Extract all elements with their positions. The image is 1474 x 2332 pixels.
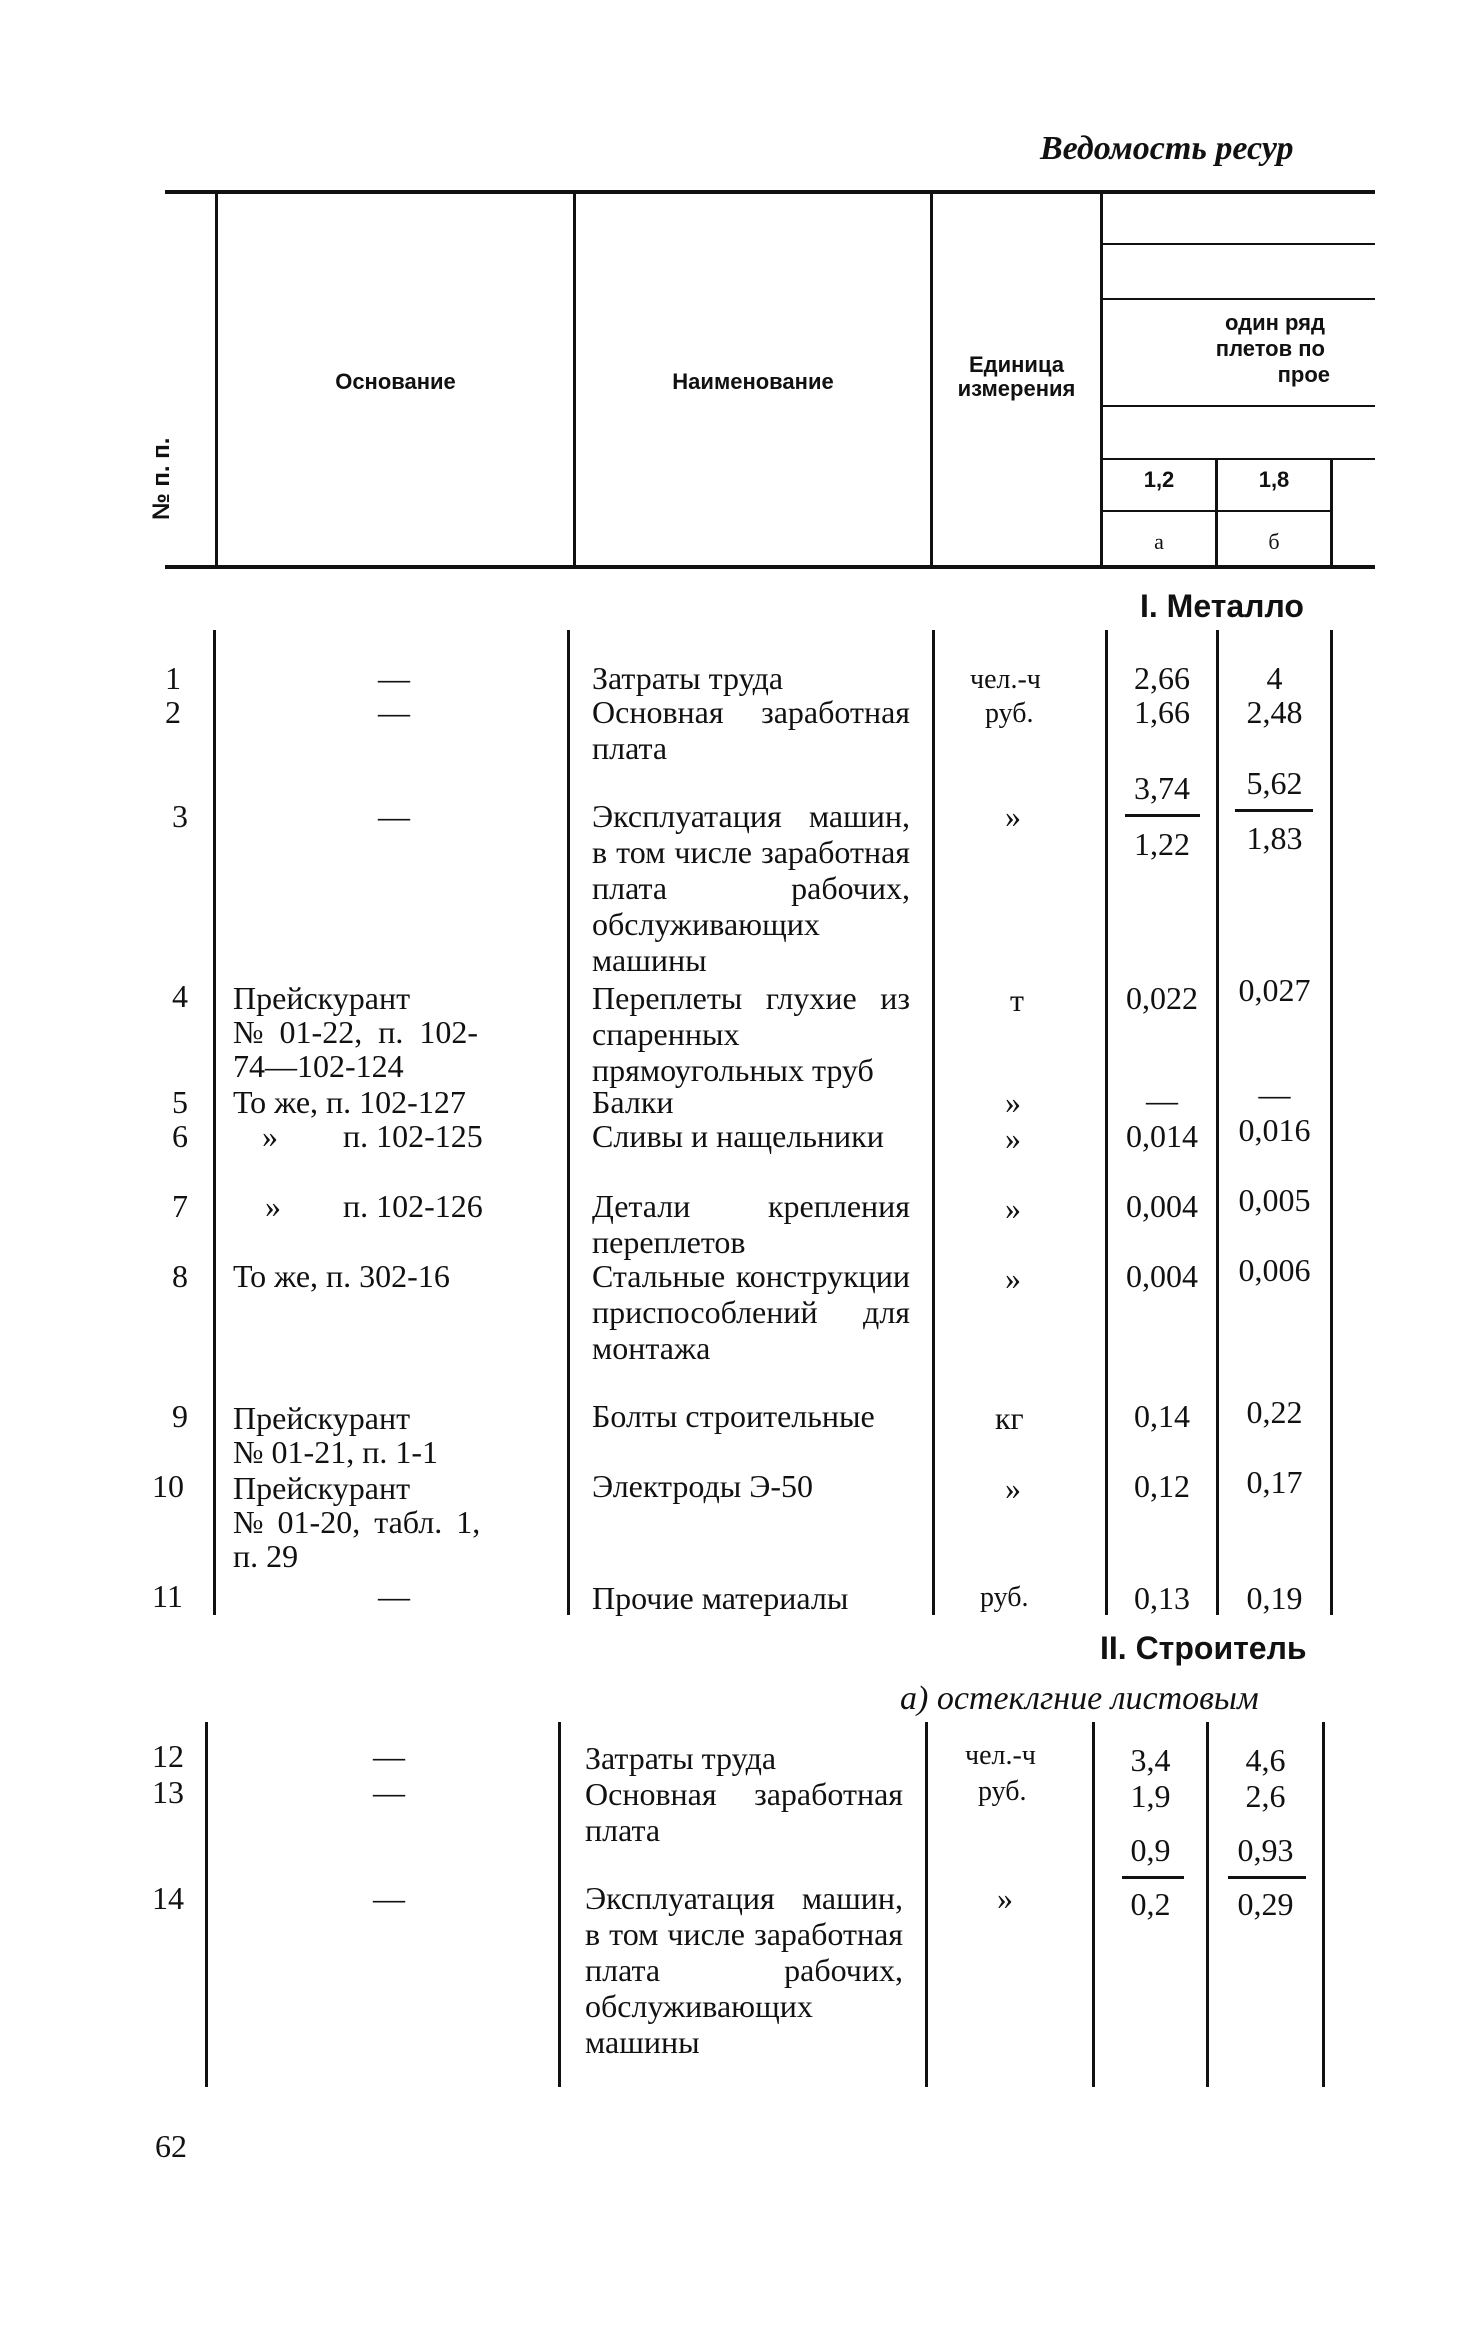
name-cell: Прочие материалы [592,1580,849,1616]
basis-cell: — [373,1880,405,1916]
basis-cell: То же, п. 302-16 [233,1258,450,1294]
unit-cell: » [1005,798,1021,834]
row-number: 4 [172,978,188,1014]
header-bottom-rule [165,565,1375,569]
value-b-cell: 4 [1266,660,1283,696]
basis-cell: № 01-20, табл. 1, [233,1504,481,1540]
sub-col-a-value: 1,2 [1143,467,1175,492]
column-rule [932,630,935,1615]
row-number: 12 [152,1738,184,1774]
section-1-title: I. Металло [1140,588,1304,624]
value-b-cell: 0,016 [1238,1112,1311,1148]
name-cell: Основная заработная плата [592,694,910,766]
name-cell: Сливы и нащельники [592,1118,884,1154]
value-b-cell: 0,027 [1238,972,1311,1008]
value-a-cell: 0,13 [1134,1580,1190,1616]
name-cell: Затраты труда [592,660,784,696]
value-a-cell: — [1146,1082,1178,1118]
col-group-header: плетов по [1215,336,1325,361]
name-cell: Стальные конструкции приспособлений для монтажа [592,1258,910,1366]
value-a-cell: 0,14 [1134,1398,1190,1434]
column-rule [1322,1722,1325,2087]
value-b-denominator: 0,29 [1237,1886,1294,1922]
column-rule [567,630,570,1615]
header-rule [1103,458,1375,460]
unit-cell: » [1005,1470,1021,1506]
basis-cell: — [373,1774,405,1810]
basis-cell: Прейскурант [233,980,411,1016]
col-unit-header: Единица [968,352,1064,377]
column-rule [925,1722,928,2087]
basis-cell: № 01-22, п. 102- [233,1014,478,1050]
value-b-cell: 2,48 [1246,694,1303,730]
header-rule [1103,298,1375,300]
basis-cell: № 01-21, п. 1-1 [233,1434,438,1470]
header-rule [1103,243,1375,245]
col-unit-header: измерения [957,376,1076,401]
col-group-header: прое [1277,362,1330,387]
basis-cell: То же, п. 102-127 [233,1084,466,1120]
row-number: 5 [172,1084,188,1120]
value-b-numerator: 5,62 [1246,765,1303,801]
row-number: 8 [172,1258,188,1294]
sub-col-a-label: а [1154,529,1164,554]
value-a-cell: 0,022 [1126,980,1198,1016]
basis-cell: — [378,660,410,696]
value-a-cell: 2,66 [1134,660,1190,696]
value-a-cell: 0,004 [1126,1188,1198,1224]
row-number: 7 [172,1188,188,1224]
name-cell: Болты строительные [592,1398,875,1434]
fraction-bar [1125,814,1200,817]
row-number: 3 [172,798,188,834]
column-rule [205,1722,208,2087]
unit-cell: » [1005,1120,1021,1156]
basis-cell: п. 102-126 [343,1188,483,1224]
row-number: 11 [152,1578,183,1614]
row-number: 14 [152,1880,184,1916]
value-b-cell: 0,19 [1246,1580,1303,1616]
column-rule [1330,630,1333,1615]
row-number: 9 [172,1398,188,1434]
basis-ditto: » [262,1118,278,1154]
section-2-subtitle: а) остеклгние листовым [900,1680,1259,1717]
value-a-cell: 0,004 [1126,1258,1198,1294]
col-basis-header: Основание [335,369,456,394]
column-rule [558,1722,561,2087]
column-rule [213,630,216,1615]
value-b-denominator: 1,83 [1246,820,1303,856]
unit-cell: » [1005,1084,1021,1120]
row-number: 6 [172,1118,188,1154]
unit-cell: руб. [985,698,1034,729]
value-b-cell: 0,006 [1238,1252,1311,1288]
unit-cell: т [1010,982,1024,1018]
name-cell: Эксплуатация машин, в том числе заработная плата рабочих, обслуживающих машины [585,1880,903,2060]
col-no-header: № п. п. [148,437,175,520]
basis-ditto: » [265,1188,281,1224]
value-a-numerator: 3,74 [1134,770,1190,806]
value-a-cell: 1,9 [1130,1778,1171,1814]
col-group-header: один ряд [1225,310,1325,335]
basis-cell: — [378,798,410,834]
value-b-cell: 0,22 [1246,1394,1303,1430]
section-2-title: II. Строитель [1100,1630,1307,1666]
value-b-numerator: 0,93 [1237,1832,1294,1868]
name-cell: Электроды Э-50 [592,1468,814,1504]
row-number: 2 [165,694,181,730]
value-b-cell: — [1258,1076,1291,1112]
unit-cell: руб. [980,1582,1029,1613]
page-title: Ведомость ресур [1040,130,1294,167]
unit-cell: » [997,1880,1013,1916]
name-cell: Затраты труда [585,1740,777,1776]
header-rule [1103,405,1375,407]
header-divider [1330,460,1333,565]
col-name-header: Наименование [672,369,834,394]
basis-cell: Прейскурант [233,1470,411,1506]
unit-cell: кг [995,1400,1024,1436]
row-number: 13 [152,1774,184,1810]
name-cell: Балки [592,1084,674,1120]
basis-cell: — [373,1738,405,1774]
header-rule [1103,510,1333,512]
fraction-bar [1228,1876,1306,1879]
sub-col-b-label: б [1268,529,1280,554]
value-a-cell: 0,014 [1126,1118,1198,1154]
value-b-cell: 0,17 [1246,1464,1303,1500]
basis-cell: 74—102-124 [233,1048,404,1084]
value-b-cell: 2,6 [1245,1778,1286,1814]
unit-cell: чел.-ч [965,1740,1036,1771]
value-a-cell: 1,66 [1134,694,1190,730]
value-a-cell: 0,12 [1134,1468,1190,1504]
name-cell: Основная заработная плата [585,1776,903,1848]
header-top-rule [165,190,1375,194]
name-cell: Эксплуатация машин, в том числе заработная плата рабочих, обслуживающих машины [592,798,910,978]
value-b-cell: 0,005 [1238,1182,1311,1218]
value-b-cell: 4,6 [1245,1742,1286,1778]
page-number: 62 [155,2128,187,2164]
value-a-numerator: 0,9 [1130,1832,1171,1868]
basis-cell: — [378,694,410,730]
fraction-bar [1122,1876,1184,1879]
basis-cell: — [378,1578,410,1614]
basis-cell: п. 29 [233,1538,299,1574]
sub-col-b-value: 1,8 [1258,467,1290,492]
value-a-denominator: 0,2 [1130,1886,1171,1922]
value-a-denominator: 1,22 [1134,826,1190,862]
basis-cell: п. 102-125 [343,1118,483,1154]
fraction-bar [1235,809,1313,812]
unit-cell: руб. [978,1776,1027,1807]
row-number: 1 [165,660,181,696]
unit-cell: » [1005,1190,1021,1226]
unit-cell: чел.-ч [970,664,1041,695]
unit-cell: » [1005,1260,1021,1296]
row-number: 10 [152,1468,184,1504]
basis-cell: Прейскурант [233,1400,411,1436]
name-cell: Переплеты глухие из спаренных прямоугольных труб [592,980,910,1088]
value-a-cell: 3,4 [1130,1742,1171,1778]
name-cell: Детали крепления переплетов [592,1188,910,1260]
